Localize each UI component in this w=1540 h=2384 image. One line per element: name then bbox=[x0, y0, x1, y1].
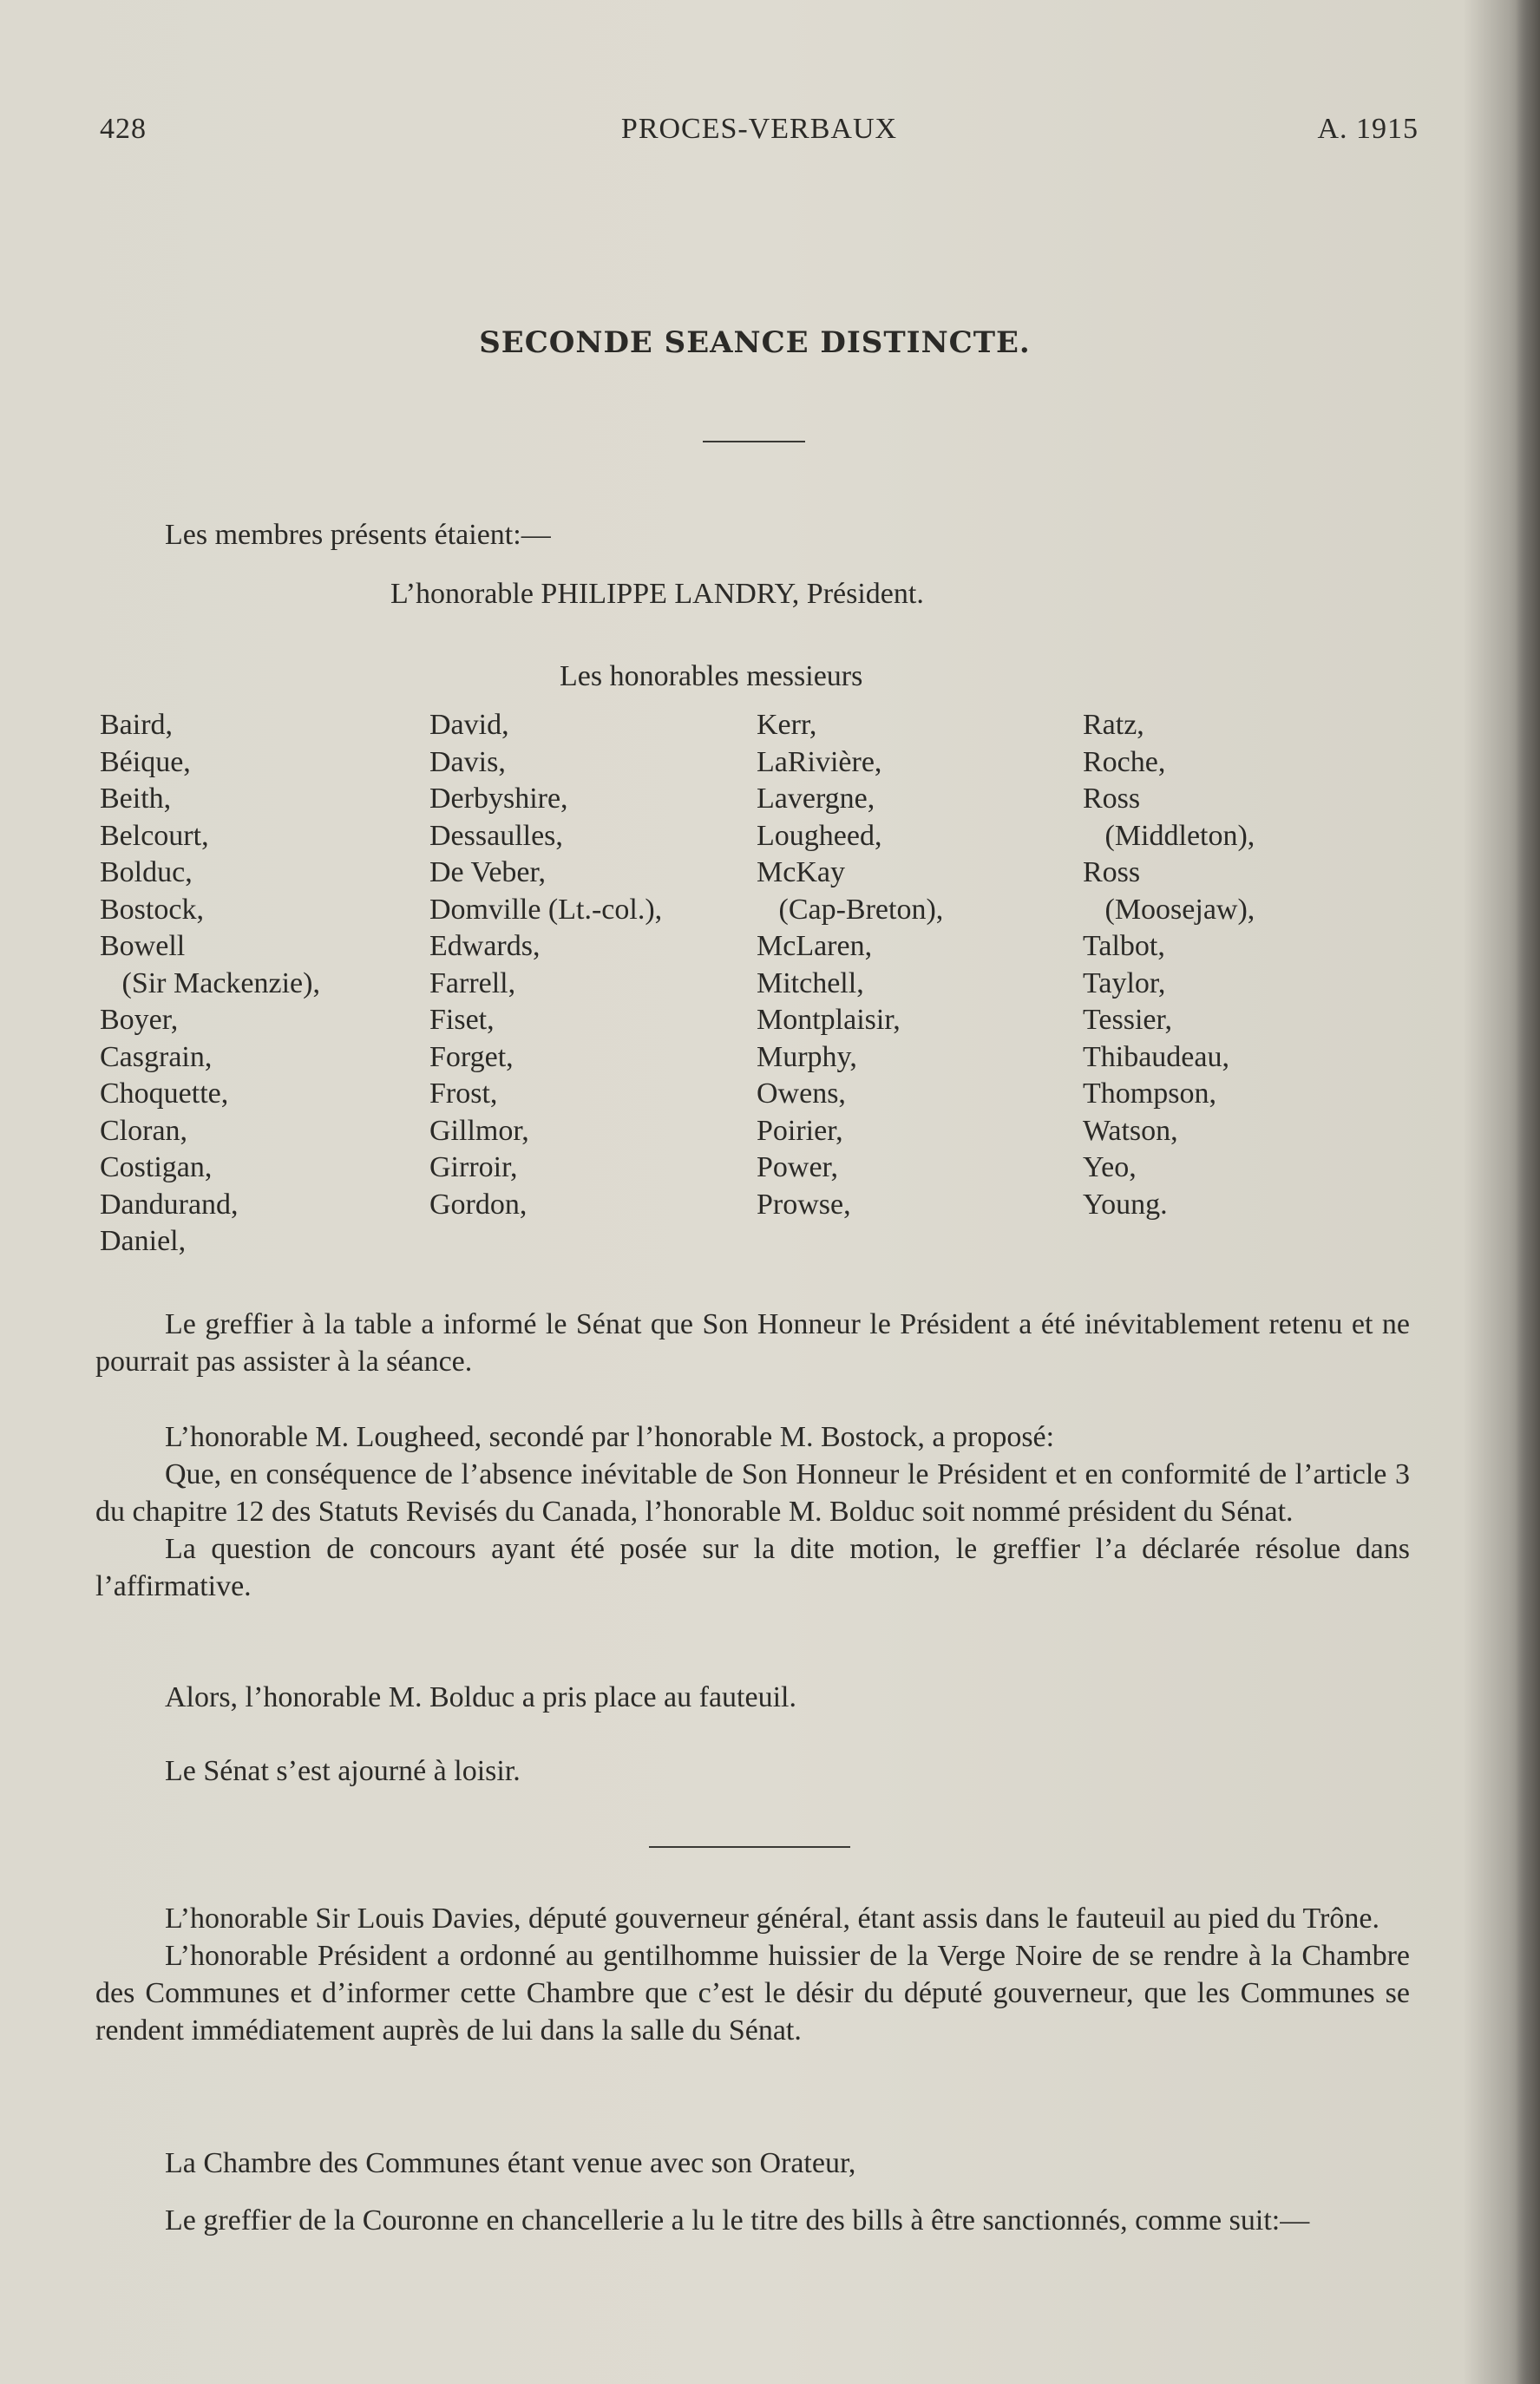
members-column-2 bbox=[429, 707, 662, 1223]
paragraph-ajourne bbox=[95, 1752, 1410, 1790]
member-name: Gillmor, bbox=[429, 1114, 529, 1147]
member-name: Roche, bbox=[1083, 745, 1166, 778]
member-name: Kerr, bbox=[757, 709, 817, 741]
member-name: Talbot, bbox=[1083, 930, 1165, 962]
member-name: Béique, bbox=[100, 745, 191, 778]
member-name: Watson, bbox=[1083, 1114, 1178, 1147]
member-name: Thompson, bbox=[1083, 1077, 1216, 1110]
member-name: Bolduc, bbox=[100, 856, 193, 888]
motion-proposer: L’honorable M. Lougheed, secondé par l’honorable M. Bostock, a proposé: bbox=[165, 1421, 1055, 1453]
member-name: Poirier, bbox=[757, 1114, 843, 1147]
member-name: Beith, bbox=[100, 783, 172, 815]
member-name: Girroir, bbox=[429, 1151, 518, 1183]
member-name: Casgrain, bbox=[100, 1040, 213, 1073]
member-name: De Veber, bbox=[429, 856, 546, 888]
member-name: Daniel, bbox=[100, 1225, 187, 1257]
member-name: (Middleton), bbox=[1083, 819, 1255, 852]
paragraph-greffier-absence bbox=[95, 1306, 1410, 1380]
paragraph-bolduc bbox=[95, 1679, 1410, 1716]
member-name: Bostock, bbox=[100, 893, 204, 926]
member-name: Farrell, bbox=[429, 966, 516, 999]
member-name: Domville (Lt.-col.), bbox=[429, 893, 663, 926]
member-name: Power, bbox=[757, 1151, 839, 1183]
paragraph-text: Le Sénat s’est ajourné à loisir. bbox=[165, 1755, 521, 1787]
royal-assent-block bbox=[95, 1900, 1410, 2049]
page-number: 428 bbox=[100, 113, 147, 145]
motion-result: La question de concours ayant été posée sur la dite motion, le greffier l’a déclarée résolue dans l’affirmative. bbox=[95, 1533, 1410, 1602]
paragraph-greffier-couronne bbox=[95, 2202, 1410, 2239]
member-name: Forget, bbox=[429, 1040, 514, 1073]
member-name: Ross bbox=[1083, 783, 1141, 815]
motion-text: Que, en conséquence de l’absence inévitable de Son Honneur le Président et en conformité de l’article 3 du chapitre 12 des Statuts Revisés du Canada, l’honorable M. Bolduc soit nommé président du Sénat. bbox=[95, 1458, 1410, 1528]
running-title: PROCES-VERBAUX bbox=[620, 113, 898, 145]
member-name: Bowell bbox=[100, 930, 186, 962]
member-name: (Moosejaw), bbox=[1083, 893, 1255, 926]
members-intro: Les membres présents étaient:— bbox=[165, 519, 551, 551]
member-name: Murphy, bbox=[757, 1040, 857, 1073]
session-title: SECONDE SEANCE DISTINCTE. bbox=[479, 325, 1031, 360]
paragraph-text: Le greffier de la Couronne en chancellerie a lu le titre des bills à être sanctionnés, comme suit:— bbox=[165, 2204, 1310, 2237]
member-name: McKay bbox=[757, 856, 845, 888]
member-name: Young. bbox=[1083, 1188, 1168, 1221]
member-name: Mitchell, bbox=[757, 966, 864, 999]
section-divider bbox=[649, 1846, 850, 1848]
member-name: Davis, bbox=[429, 745, 506, 778]
members-column-4 bbox=[1083, 707, 1255, 1223]
member-name: Choquette, bbox=[100, 1077, 229, 1110]
member-name: Montplaisir, bbox=[757, 1004, 901, 1036]
motion-block bbox=[95, 1418, 1410, 1605]
member-name: Taylor, bbox=[1083, 966, 1166, 999]
member-name: Fiset, bbox=[429, 1004, 495, 1036]
member-name: Ratz, bbox=[1083, 709, 1144, 741]
president-line: L’honorable PHILIPPE LANDRY, Président. bbox=[390, 578, 924, 610]
member-name: David, bbox=[429, 709, 509, 741]
member-name: Dessaulles, bbox=[429, 819, 563, 852]
member-name: McLaren, bbox=[757, 930, 873, 962]
paragraph-text: La Chambre des Communes étant venue avec son Orateur, bbox=[165, 2147, 856, 2179]
member-name: Gordon, bbox=[429, 1188, 528, 1221]
members-column-3 bbox=[757, 707, 943, 1223]
title-divider bbox=[703, 441, 805, 442]
member-name: Ross bbox=[1083, 856, 1141, 888]
member-name: (Cap-Breton), bbox=[757, 893, 944, 926]
honorables-heading: Les honorables messieurs bbox=[560, 660, 863, 692]
member-name: Derbyshire, bbox=[429, 783, 568, 815]
member-name: Frost, bbox=[429, 1077, 498, 1110]
volume-reference: A. 1915 bbox=[1317, 113, 1419, 145]
member-name: Lavergne, bbox=[757, 783, 875, 815]
member-name: Lougheed, bbox=[757, 819, 882, 852]
member-name: Thibaudeau, bbox=[1083, 1040, 1229, 1073]
member-name: Edwards, bbox=[429, 930, 541, 962]
member-name: Boyer, bbox=[100, 1004, 179, 1036]
running-header bbox=[100, 113, 1419, 156]
member-name: Yeo, bbox=[1083, 1151, 1137, 1183]
deputy-governor-paragraph: L’honorable Sir Louis Davies, député gouverneur général, étant assis dans le fauteuil au pied du Trône. bbox=[165, 1903, 1379, 1935]
member-name: Tessier, bbox=[1083, 1004, 1172, 1036]
member-name: Dandurand, bbox=[100, 1188, 239, 1221]
page-edge-shadow bbox=[1516, 0, 1540, 2384]
paragraph-text: Le greffier à la table a informé le Sénat que Son Honneur le Président a été inévitablement retenu et ne pourrait pas assister à la séance. bbox=[95, 1308, 1410, 1378]
member-name: Owens, bbox=[757, 1077, 846, 1110]
member-name: LaRivière, bbox=[757, 745, 882, 778]
member-name: Cloran, bbox=[100, 1114, 188, 1147]
member-name: Prowse, bbox=[757, 1188, 851, 1221]
members-list bbox=[100, 707, 1332, 1280]
member-name: Baird, bbox=[100, 709, 174, 741]
paragraph-text: Alors, l’honorable M. Bolduc a pris place au fauteuil. bbox=[165, 1681, 796, 1713]
member-name: Costigan, bbox=[100, 1151, 213, 1183]
member-name: (Sir Mackenzie), bbox=[100, 966, 320, 999]
members-column-1 bbox=[100, 707, 320, 1261]
paragraph-communes bbox=[95, 2145, 1410, 2182]
member-name: Belcourt, bbox=[100, 819, 209, 852]
black-rod-paragraph: L’honorable Président a ordonné au gentilhomme huissier de la Verge Noire de se rendre à la Chambre des Communes et d’informer cette Chambre que c’est le désir du député gouverneur, que les Communes se rendent immédiatement auprès de lui dans la salle du Sénat. bbox=[95, 1940, 1410, 2047]
